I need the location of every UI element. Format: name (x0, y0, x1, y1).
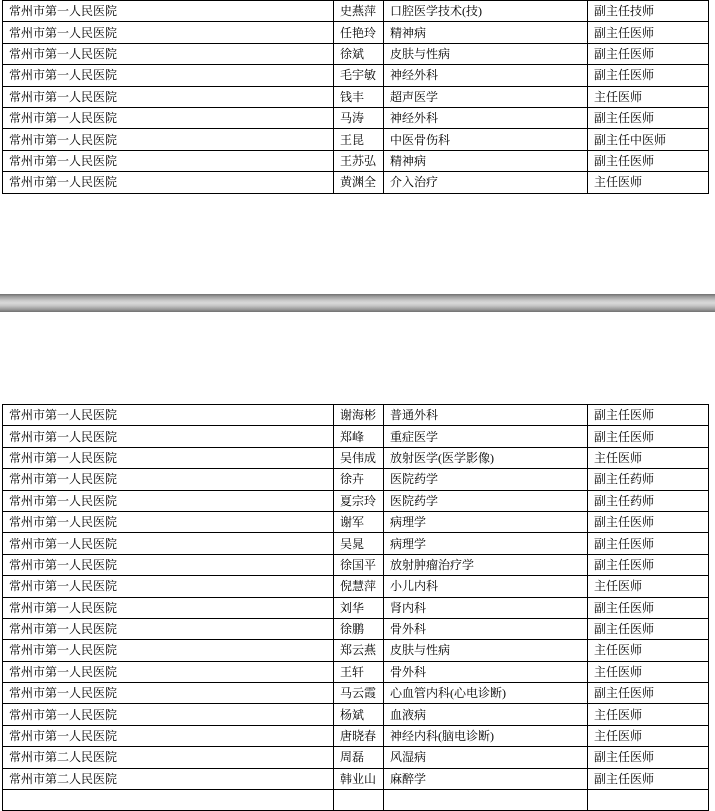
cell-title: 副主任医师 (588, 426, 709, 447)
cell-title: 副主任医师 (588, 597, 709, 618)
cell-title (588, 790, 709, 811)
cell-specialty: 血液病 (384, 704, 588, 725)
cell-doctor-name: 黄渊全 (334, 172, 384, 193)
cell-hospital: 常州市第一人民医院 (3, 43, 334, 64)
cell-title: 副主任医师 (588, 22, 709, 43)
table-row (3, 172, 709, 193)
cell-hospital: 常州市第一人民医院 (3, 725, 334, 746)
table-row (3, 683, 709, 704)
cell-title: 副主任中医师 (588, 129, 709, 150)
table-row (3, 704, 709, 725)
cell-title: 副主任医师 (588, 511, 709, 532)
cell-specialty: 放射肿瘤治疗学 (384, 554, 588, 575)
cell-hospital: 常州市第一人民医院 (3, 511, 334, 532)
table-row (3, 22, 709, 43)
cell-hospital: 常州市第一人民医院 (3, 576, 334, 597)
cell-specialty: 神经外科 (384, 107, 588, 128)
cell-doctor-name: 吴晁 (334, 533, 384, 554)
cell-specialty: 心血管内科(心电诊断) (384, 683, 588, 704)
table-row (3, 554, 709, 575)
cell-title: 副主任医师 (588, 683, 709, 704)
doctor-table-page-1-body (3, 1, 709, 194)
cell-specialty: 病理学 (384, 533, 588, 554)
cell-doctor-name (334, 790, 384, 811)
table-row (3, 426, 709, 447)
cell-hospital: 常州市第一人民医院 (3, 22, 334, 43)
cell-doctor-name: 马云霞 (334, 683, 384, 704)
cell-hospital: 常州市第一人民医院 (3, 65, 334, 86)
table-row (3, 490, 709, 511)
table-row (3, 725, 709, 746)
cell-specialty: 肾内科 (384, 597, 588, 618)
cell-specialty: 放射医学(医学影像) (384, 447, 588, 468)
cell-specialty: 皮肤与性病 (384, 43, 588, 64)
table-row (3, 150, 709, 171)
cell-doctor-name: 夏宗玲 (334, 490, 384, 511)
cell-title: 副主任医师 (588, 65, 709, 86)
cell-hospital: 常州市第一人民医院 (3, 704, 334, 725)
cell-doctor-name: 倪慧萍 (334, 576, 384, 597)
cell-specialty (384, 790, 588, 811)
cell-doctor-name: 马涛 (334, 107, 384, 128)
cell-doctor-name: 王轩 (334, 661, 384, 682)
cell-title: 副主任药师 (588, 490, 709, 511)
cell-hospital: 常州市第一人民医院 (3, 86, 334, 107)
cell-hospital: 常州市第一人民医院 (3, 490, 334, 511)
cell-hospital: 常州市第一人民医院 (3, 172, 334, 193)
cell-title: 副主任药师 (588, 469, 709, 490)
table-row (3, 768, 709, 789)
cell-doctor-name: 刘华 (334, 597, 384, 618)
cell-title: 副主任技师 (588, 1, 709, 22)
cell-doctor-name: 谢军 (334, 511, 384, 532)
cell-title: 副主任医师 (588, 747, 709, 768)
cell-doctor-name: 唐晓春 (334, 725, 384, 746)
cell-specialty: 小儿内科 (384, 576, 588, 597)
cell-hospital: 常州市第二人民医院 (3, 768, 334, 789)
cell-title: 主任医师 (588, 576, 709, 597)
table-row (3, 533, 709, 554)
cell-title: 主任医师 (588, 447, 709, 468)
cell-title: 副主任医师 (588, 405, 709, 426)
cell-hospital: 常州市第一人民医院 (3, 129, 334, 150)
cell-specialty: 普通外科 (384, 405, 588, 426)
table-row (3, 790, 709, 811)
cell-hospital: 常州市第一人民医院 (3, 1, 334, 22)
cell-doctor-name: 谢海彬 (334, 405, 384, 426)
cell-hospital: 常州市第一人民医院 (3, 447, 334, 468)
doctor-table-page-2 (2, 404, 709, 811)
cell-title: 主任医师 (588, 86, 709, 107)
table-row (3, 107, 709, 128)
table-row (3, 1, 709, 22)
cell-title: 主任医师 (588, 704, 709, 725)
cell-title: 主任医师 (588, 172, 709, 193)
doctor-table-page-2-body (3, 405, 709, 811)
cell-hospital: 常州市第一人民医院 (3, 640, 334, 661)
cell-title: 主任医师 (588, 640, 709, 661)
cell-doctor-name: 徐卉 (334, 469, 384, 490)
cell-hospital: 常州市第一人民医院 (3, 618, 334, 639)
cell-doctor-name: 毛宇敏 (334, 65, 384, 86)
cell-hospital: 常州市第一人民医院 (3, 469, 334, 490)
table-row (3, 640, 709, 661)
cell-specialty: 介入治疗 (384, 172, 588, 193)
cell-title: 副主任医师 (588, 554, 709, 575)
table-row (3, 469, 709, 490)
cell-specialty: 医院药学 (384, 490, 588, 511)
cell-hospital: 常州市第一人民医院 (3, 405, 334, 426)
doctor-table-page-1 (2, 0, 709, 194)
cell-specialty: 精神病 (384, 22, 588, 43)
cell-hospital: 常州市第一人民医院 (3, 107, 334, 128)
cell-specialty: 麻醉学 (384, 768, 588, 789)
cell-title: 主任医师 (588, 661, 709, 682)
cell-hospital: 常州市第一人民医院 (3, 661, 334, 682)
cell-doctor-name: 徐鹏 (334, 618, 384, 639)
cell-doctor-name: 吴伟成 (334, 447, 384, 468)
cell-specialty: 医院药学 (384, 469, 588, 490)
cell-hospital: 常州市第一人民医院 (3, 683, 334, 704)
cell-specialty: 超声医学 (384, 86, 588, 107)
cell-specialty: 重症医学 (384, 426, 588, 447)
cell-doctor-name: 史燕萍 (334, 1, 384, 22)
cell-hospital: 常州市第一人民医院 (3, 554, 334, 575)
cell-hospital: 常州市第一人民医院 (3, 426, 334, 447)
cell-specialty: 皮肤与性病 (384, 640, 588, 661)
cell-hospital (3, 790, 334, 811)
cell-title: 副主任医师 (588, 768, 709, 789)
cell-specialty: 风湿病 (384, 747, 588, 768)
cell-hospital: 常州市第一人民医院 (3, 150, 334, 171)
cell-specialty: 精神病 (384, 150, 588, 171)
table-row (3, 405, 709, 426)
cell-specialty: 骨外科 (384, 618, 588, 639)
cell-doctor-name: 郑峰 (334, 426, 384, 447)
cell-title: 副主任医师 (588, 618, 709, 639)
cell-title: 副主任医师 (588, 150, 709, 171)
table-row (3, 65, 709, 86)
cell-specialty: 骨外科 (384, 661, 588, 682)
cell-doctor-name: 韩业山 (334, 768, 384, 789)
cell-doctor-name: 钱丰 (334, 86, 384, 107)
cell-specialty: 神经内科(脑电诊断) (384, 725, 588, 746)
table-row (3, 618, 709, 639)
cell-hospital: 常州市第二人民医院 (3, 747, 334, 768)
cell-title: 主任医师 (588, 725, 709, 746)
table-row (3, 129, 709, 150)
table-row (3, 43, 709, 64)
cell-specialty: 病理学 (384, 511, 588, 532)
cell-doctor-name: 王昆 (334, 129, 384, 150)
table-row (3, 576, 709, 597)
cell-doctor-name: 周磊 (334, 747, 384, 768)
cell-doctor-name: 郑云燕 (334, 640, 384, 661)
cell-doctor-name: 徐国平 (334, 554, 384, 575)
cell-specialty: 神经外科 (384, 65, 588, 86)
cell-title: 副主任医师 (588, 43, 709, 64)
table-row (3, 447, 709, 468)
cell-doctor-name: 徐斌 (334, 43, 384, 64)
table-row (3, 86, 709, 107)
cell-title: 副主任医师 (588, 107, 709, 128)
cell-hospital: 常州市第一人民医院 (3, 533, 334, 554)
cell-specialty: 中医骨伤科 (384, 129, 588, 150)
page-break-separator (0, 294, 715, 312)
table-row (3, 511, 709, 532)
table-row (3, 597, 709, 618)
cell-doctor-name: 王苏弘 (334, 150, 384, 171)
cell-doctor-name: 杨斌 (334, 704, 384, 725)
cell-hospital: 常州市第一人民医院 (3, 597, 334, 618)
cell-title: 副主任医师 (588, 533, 709, 554)
cell-doctor-name: 任艳玲 (334, 22, 384, 43)
table-row (3, 661, 709, 682)
table-row (3, 747, 709, 768)
cell-specialty: 口腔医学技术(技) (384, 1, 588, 22)
